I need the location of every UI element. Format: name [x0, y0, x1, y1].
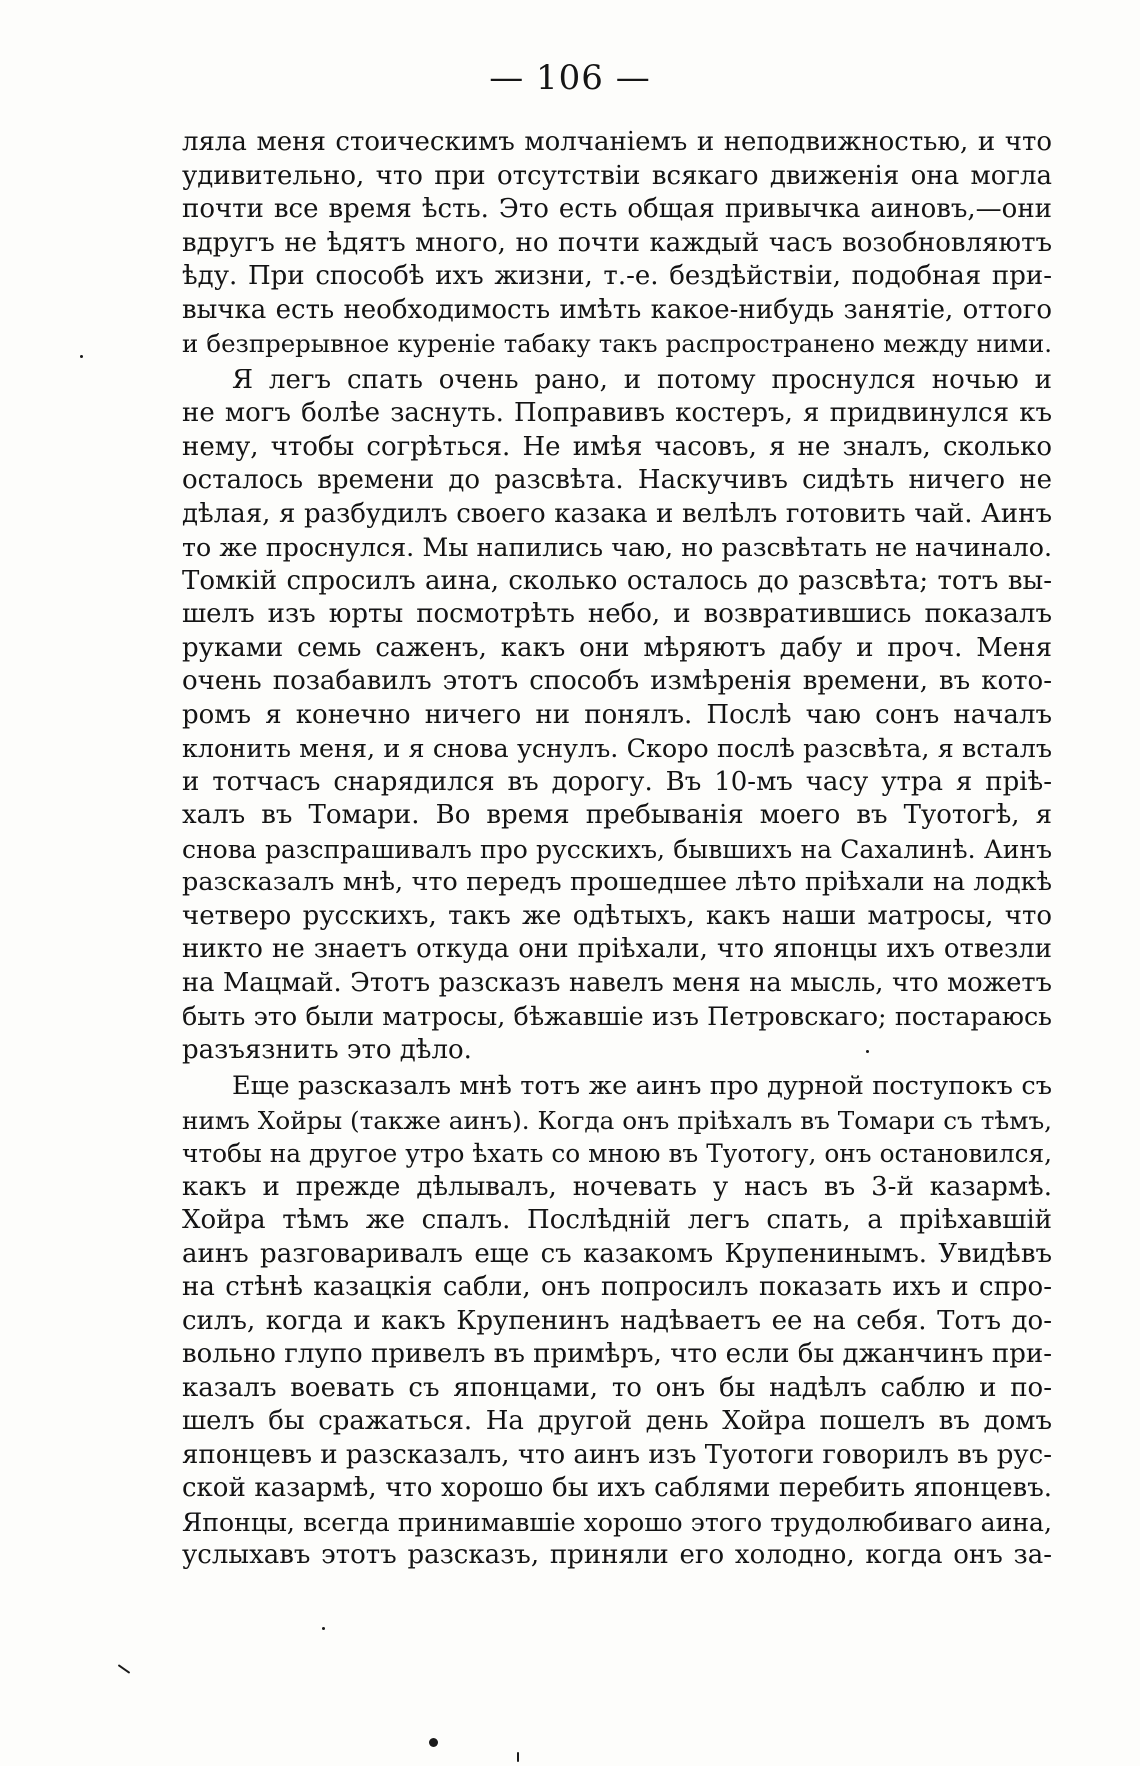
- scan-speck: [866, 1050, 869, 1053]
- scan-speck: [429, 1738, 438, 1747]
- text-line: Японцы, всегда принимавшіе хорошо этого трудолюбиваго аина,: [182, 1507, 1052, 1537]
- text-line: ѣду. При способѣ ихъ жизни, т.-е. бездѣйствіи, подобная при-: [182, 261, 1052, 291]
- text-line: шелъ изъ юрты посмотрѣть небо, и возвратившись показалъ: [182, 599, 1052, 629]
- text-line: почти все время ѣсть. Это есть общая привычка аиновъ,—они: [182, 194, 1052, 224]
- text-line: и безпрерывное куреніе табаку такъ распространено между ними.: [182, 329, 1052, 358]
- text-line: чтобы на другое утро ѣхать со мною въ Туотогу, онъ остановился,: [182, 1139, 1052, 1168]
- text-line: четверо русскихъ, такъ же одѣтыхъ, какъ наши матросы, что: [182, 900, 1052, 931]
- text-line: Томкій спросилъ аина, сколько осталось до разсвѣта; тотъ вы-: [182, 565, 1052, 596]
- text-line: вычка есть необходимость имѣть какое-нибудь занятіе, оттого: [182, 294, 1052, 325]
- text-line: вольно глупо привелъ въ примѣръ, что если бы джанчинъ при-: [182, 1339, 1052, 1369]
- paragraph-1: [182, 126, 1052, 361]
- text-line: не могъ болѣе заснуть. Поправивъ костеръ, я придвинулся къ: [182, 398, 1052, 428]
- text-line: и тотчасъ снарядился въ дорогу. Въ 10-мъ часу утра я пріѣ-: [182, 766, 1052, 797]
- text-line: на стѣнѣ казацкія сабли, онъ попросилъ показать ихъ и спро-: [182, 1272, 1052, 1302]
- text-line: разсказалъ мнѣ, что передъ прошедшее лѣто пріѣхали на лодкѣ: [182, 867, 1052, 897]
- text-line: шелъ бы сражаться. На другой день Хойра пошелъ въ домъ: [182, 1406, 1052, 1436]
- text-line: разъязнить это дѣло.: [182, 1034, 472, 1065]
- scan-speck: [322, 1627, 325, 1630]
- text-line: руками семь саженъ, какъ они мѣряютъ дабу и проч. Меня: [182, 632, 1052, 663]
- text-line: японцевъ и разсказалъ, что аинъ изъ Туотоги говорилъ въ рус-: [182, 1439, 1052, 1470]
- text-line: то же проснулся. Мы напились чаю, но разсвѣтать не начинало.: [182, 533, 1052, 562]
- text-line: снова разспрашивалъ про русскихъ, бывшихъ на Сахалинѣ. Аинъ: [182, 834, 1052, 864]
- text-line: дѣлая, я разбудилъ своего казака и велѣлъ готовить чай. Аинъ: [182, 498, 1052, 529]
- text-line: вдругъ не ѣдятъ много, но почти каждый часъ возобновляютъ: [182, 227, 1052, 258]
- text-line: Еще разсказалъ мнѣ тотъ же аинъ про дурной поступокъ съ: [232, 1071, 1052, 1101]
- text-line: очень позабавилъ этотъ способъ измѣренія времени, въ кото-: [182, 666, 1052, 696]
- text-line: Я легъ спать очень рано, и потому проснулся ночью и: [232, 364, 1052, 395]
- text-line: никто не знаетъ откуда они пріѣхали, что японцы ихъ отвезли: [182, 934, 1052, 964]
- text-line: ромъ я конечно ничего ни понялъ. Послѣ чаю сонъ началъ: [182, 699, 1052, 730]
- text-line: услыхавъ этотъ разсказъ, приняли его холодно, когда онъ за-: [182, 1540, 1052, 1570]
- body-text: [182, 126, 1052, 1573]
- text-line: халъ въ Томари. Во время пребыванія моего въ Туотогѣ, я: [182, 800, 1052, 830]
- scan-speck: [517, 1752, 519, 1762]
- text-line: на Мацмай. Этотъ разсказъ навелъ меня на мысль, что можетъ: [182, 967, 1052, 998]
- text-line: быть это были матросы, бѣжавшіе изъ Петровскаго; постараюсь: [182, 1001, 1052, 1031]
- text-line: ляла меня стоическимъ молчаніемъ и неподвижностью, и что: [182, 127, 1052, 157]
- paragraph-2: [182, 364, 1052, 1068]
- paragraph-3: [182, 1070, 1052, 1573]
- scan-speck: [80, 355, 83, 358]
- page-number: — 106 —: [489, 58, 651, 98]
- text-line: казалъ воевать съ японцами, то онъ бы надѣлъ саблю и по-: [182, 1372, 1052, 1403]
- text-line: клонить меня, и я снова уснулъ. Скоро послѣ разсвѣта, я всталъ: [182, 733, 1052, 763]
- text-line: удивительно, что при отсутствіи всякаго движенія она могла: [182, 160, 1052, 191]
- text-line: нимъ Хойры (также аинъ). Когда онъ пріѣхалъ въ Томари съ тѣмъ,: [182, 1105, 1052, 1135]
- text-line: осталось времени до разсвѣта. Наскучивъ сидѣть ничего не: [182, 465, 1052, 495]
- text-line: аинъ разговаривалъ еще съ казакомъ Крупенинымъ. Увидѣвъ: [182, 1238, 1052, 1269]
- text-line: нему, чтобы согрѣться. Не имѣя часовъ, я не зналъ, сколько: [182, 431, 1052, 462]
- text-line: Хойра тѣмъ же спалъ. Послѣдній легъ спать, а пріѣхавшій: [182, 1205, 1052, 1235]
- text-line: ской казармѣ, что хорошо бы ихъ саблями перебить японцевъ.: [182, 1473, 1052, 1503]
- scan-speck: [118, 1664, 131, 1674]
- text-line: силъ, когда и какъ Крупенинъ надѣваетъ ее на себя. Тотъ до-: [182, 1305, 1052, 1336]
- text-line: какъ и прежде дѣлывалъ, ночевать у насъ въ 3-й казармѣ.: [182, 1171, 1052, 1202]
